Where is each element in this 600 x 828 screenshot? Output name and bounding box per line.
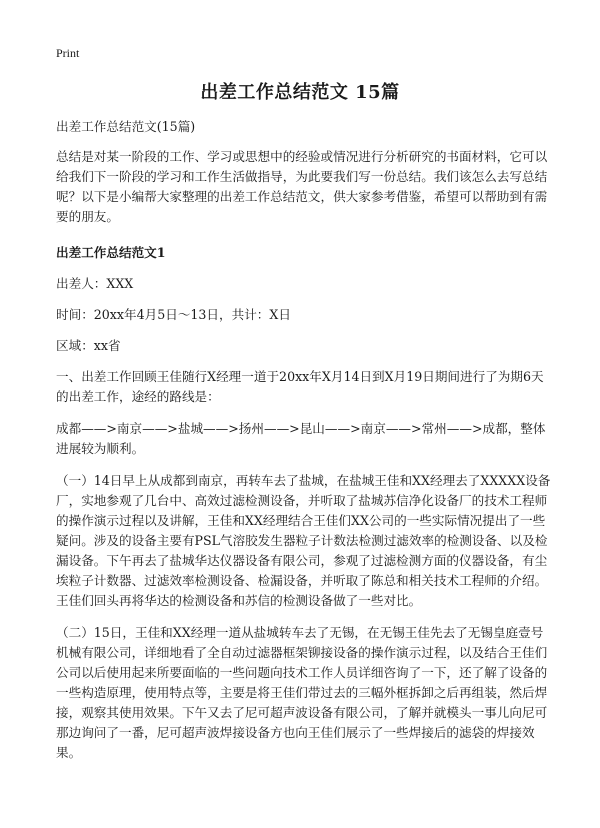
region-field: 区域：xx省 (56, 338, 121, 353)
document-title: 出差工作总结范文 15篇 (200, 82, 400, 103)
route-paragraph: 成都——>南京——>盐城——>扬州——>昆山——>南京——>常州——>成都，整体进展较为顺利。 (56, 421, 546, 456)
time-field: 时间：20xx年4月5日～13日，共计：X日 (56, 307, 291, 322)
print-label: Print (56, 46, 80, 60)
day-15-paragraph: （二）15日，王佳和XX经理一道从盐城转车去了无锡，在无锡王佳先去了无锡皇庭壹号机械有限公司，详细地看了全自动过滤器框架铆接设备的操作演示过程，以及结合王佳们公司以后使用起来所要面临的一些问题向技术工作人员详细咨询了一下，还了解了设备的一些构造原理，使用特点等，主要是将王佳们带过去的三幅外框拆卸之后再组装，然后焊接，观察其使用效果。下午又去了尼可超声波设备有限公司，了解并就模头一事儿向尼可那边询问了一番，尼可超声波焊接设备方也向王佳们展示了一些焊接后的滤袋的焊接效果。 (56, 625, 548, 760)
intro-paragraph: 总结是对某一阶段的工作、学习或思想中的经验或情况进行分析研究的书面材料，它可以给我们下一阶段的学习和工作生活做指导，为此要我们写一份总结。我们该怎么去写总结呢？以下是小编帮大家整理的出差工作总结范文，供大家参考借鉴，希望可以帮助到有需要的朋友。 (56, 149, 548, 224)
review-paragraph: 一、出差工作回顾王佳随行X经理一道于20xx年X月14日到X月19日期间进行了为期6天的出差工作，途经的路线是： (56, 369, 544, 404)
document-subtitle: 出差工作总结范文(15篇) (56, 119, 196, 134)
section-heading: 出差工作总结范文1 (56, 245, 166, 260)
day-14-paragraph: （一）14日早上从成都到南京，再转车去了盐城，在盐城王佳和XX经理去了XXXXX设备厂，实地参观了几台中、高效过滤检测设备，并听取了盐城苏信净化设备厂的技术工程师的操作演示过程以及讲解，王佳和XX经理结合王佳们XX公司的一些实际情况提出了一些疑问。涉及的设备主要有PSL气溶胶发生器粒子计数法检测过滤效率的检测设备、以及检漏设备。下午再去了盐城华达仪器设备有限公司，参观了过滤检测方面的仪器设备，有尘埃粒子计数器、过滤效率检测设备、检漏设备，并听取了陈总和相关技术工程师的介绍。王佳们回头再将华达的检测设备和苏信的检测设备做了一些对比。 (56, 473, 551, 608)
traveler-field: 出差人：XXX (56, 276, 134, 291)
document-body (56, 117, 553, 775)
